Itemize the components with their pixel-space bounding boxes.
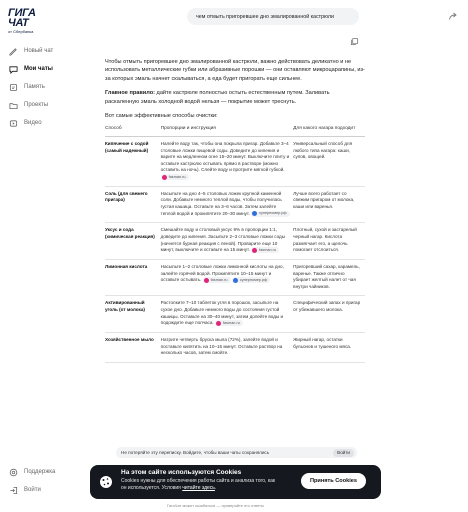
sidebar-item-label: Новый чат [24,48,54,54]
source-logo-icon [233,278,238,283]
sidebar-item-label: Поддержка [24,469,56,475]
sidebar-item-label: Войти [24,487,41,493]
method-cell: Активированный уголь (от молока) [105,296,161,333]
accept-cookies-button[interactable]: Принять Cookies [301,473,366,489]
column-header: Для какого нагара подходит [293,126,365,136]
source-chip-label: fasman.ru [222,320,240,325]
new-chat-icon [8,46,18,56]
source-chip[interactable] [215,320,243,326]
source-chip-label: суперномер.рф [259,211,287,216]
sidebar-bottom-nav [8,463,88,499]
table-row [105,332,365,362]
logo[interactable] [8,8,48,32]
source-chip[interactable] [251,211,289,217]
table-row [105,260,365,296]
chats-icon [8,64,18,74]
instruction-cell [161,296,294,333]
instruction-text: Насыпьте 1–2 столовые ложки лимонной кислоты на дно, залейте горячей водой. Прокипятите 10–15 минут и оставьте остывать. [160,264,284,283]
answer-rule [105,89,365,106]
save-chat-prompt [116,447,357,458]
instruction-cell [161,186,294,223]
method-cell: Кипячение с содой (самый надежный) [105,137,161,187]
source-logo-icon [216,321,221,326]
instruction-text: Растолките 7–10 таблеток угля в порошок, засыпьте на сухое дно. Добавьте немного воды до состояния густой кашицы. Оставьте на 30–40 минут, затем долейте воды и подождите еще полчаса. [160,300,284,326]
method-cell: Уксус и сода (химическая реакция) [105,223,161,260]
sidebar-item-label: Проекты [24,102,49,108]
sidebar-item-login[interactable] [8,481,88,499]
sidebar [0,0,92,512]
method-cell: Соль (для свежего пригара) [105,186,161,223]
save-chat-text: Не потеряйте эту переписку. Войдите, чтобы ваши чаты сохранялись [121,450,270,455]
answer-intro: Чтобы отмыть пригоревшее дно эмалированной кастрюли, важно действовать деликатно и не использовать металлические губки или абразивные порошки — они оставляют микроцарапины, из-за которых эмаль начнет скалываться, а еда будет пригорать еще сильнее. [105,59,365,82]
table-row [105,223,365,260]
copy-icon[interactable] [350,33,359,42]
share-icon[interactable] [448,8,458,18]
table-header-row [105,126,365,136]
source-chip-label: fasman.ru [259,247,277,252]
source-logo-icon [252,248,257,253]
table-row [105,296,365,333]
source-chip-label: суперномер.рф [239,277,268,282]
rule-label: Главное правило: [105,90,155,97]
user-query-bubble: чем отмыть пригоревшее дно эмалированной кастрюли [187,8,359,25]
support-icon [8,467,18,477]
stain-cell: Специфический запах и пригар от убежавшего молока. [293,296,365,333]
source-chip-label: fasman.ru [168,174,186,179]
source-chip[interactable] [251,247,279,253]
stain-cell: Пригоревший сахар, карамель, варенье. Также отлично убирает желтый налет от чая внутри чайников. [293,260,365,296]
logo-subtitle: от Сбербанка [8,29,34,34]
login-button[interactable]: Войти [333,449,354,457]
source-logo-icon [204,278,209,283]
sidebar-item-memory[interactable] [8,78,88,96]
sidebar-item-new-chat[interactable] [8,42,88,60]
column-header: Способ [105,126,161,136]
memory-icon [8,82,18,92]
rule-text: дайте кастрюле полностью остыть естественным путем. Заливать раскаленную эмаль холодной водой нельзя — покрытие может треснуть. [105,90,330,105]
instruction-cell [161,137,294,187]
instruction-cell [161,260,294,296]
disclaimer-text: ГигаЧат может ошибаться — проверяйте его ответы [167,503,264,508]
assistant-answer [105,58,365,363]
cookie-body-end: . [214,485,217,491]
instruction-cell [161,223,294,260]
table-row [105,137,365,187]
cookie-text [121,478,279,492]
methods-table [105,126,365,362]
instruction-text: Смешайте воду и столовый уксус 9% в пропорции 1:1, доведите до кипения. Засыпьте 2–3 столовые ложки соды (начнется бурная реакция с пеной). Проварите еще 10 минут, выключите и оставьте на 15 минут. [160,227,286,253]
instruction-text: Налейте воду так, чтобы она покрыла пригар. Добавьте 3–4 столовые ложки пищевой соды. Доведите до кипения и варите на медленном огне 15–20 минут. Выключите плиту и оставьте кастрюлю остывать прямо в растворе (можно оставить на ночь). Слейте воду и протрите мягкой губкой. [160,141,290,173]
sidebar-item-video[interactable] [8,114,88,132]
table-row [105,186,365,223]
stain-cell: Плотный, сухой и застарелый черный нагар. Кислота размягчает его, а щелочь помогает отслоиться. [293,223,365,260]
instruction-cell: Натрите четверть бруска мыла (72%), залейте водой и поставьте кипятить на 10–15 минут. Оставьте раствор на несколько часов, затем смойте. [161,332,294,362]
column-header: Пропорции и инструкция [161,126,294,136]
stain-cell: Лучше всего работает со свежим пригаром от молока, каши или варенья. [293,186,365,223]
cookie-icon [99,475,113,489]
source-logo-icon [162,175,167,180]
logo-text: ГИГА ЧАТ [8,7,36,29]
cookie-title: На этом сайте используются Cookies [121,469,242,476]
sidebar-item-label: Видео [24,120,42,126]
method-cell: Хозяйственное мыло [105,332,161,362]
source-chip[interactable] [161,174,189,180]
cookie-banner [90,465,381,499]
projects-icon [8,100,18,110]
login-icon [8,485,18,495]
source-logo-icon [252,211,257,216]
sidebar-nav [8,42,88,132]
methods-intro: Вот самые эффективные способы очистки: [105,113,218,120]
source-chip-label: fasman.ru [210,277,228,282]
sidebar-item-support[interactable] [8,463,88,481]
stain-cell: Универсальный способ для любого типа нагара: каши, супов, овощей. [293,137,365,187]
stain-cell: Жирный нагар, остатки бульонов и тушеного мяса. [293,332,365,362]
instruction-text: Насыпьте на дно 4–5 столовых ложек крупной каменной соли. Добавьте немного теплой воды, чтобы получилась густая кашица. Оставьте на 3–6 часов. Затем залейте теплой водой и прокипятите 20–30 минут. [160,190,282,216]
cookie-terms-link[interactable]: читайте здесь [182,485,215,491]
sidebar-item-my-chats[interactable] [8,60,88,78]
source-chip[interactable] [203,277,231,283]
sidebar-item-label: Мои чаты [24,66,53,72]
chat-main [92,0,468,512]
cookie-body: Cookies нужны для обеспечения работы сайта и анализа того, как он используется. Условия [121,478,276,491]
source-chip[interactable] [232,277,270,283]
video-icon [8,118,18,128]
sidebar-item-projects[interactable] [8,96,88,114]
method-cell: Лимонная кислота [105,260,161,296]
sidebar-item-label: Память [24,84,45,90]
